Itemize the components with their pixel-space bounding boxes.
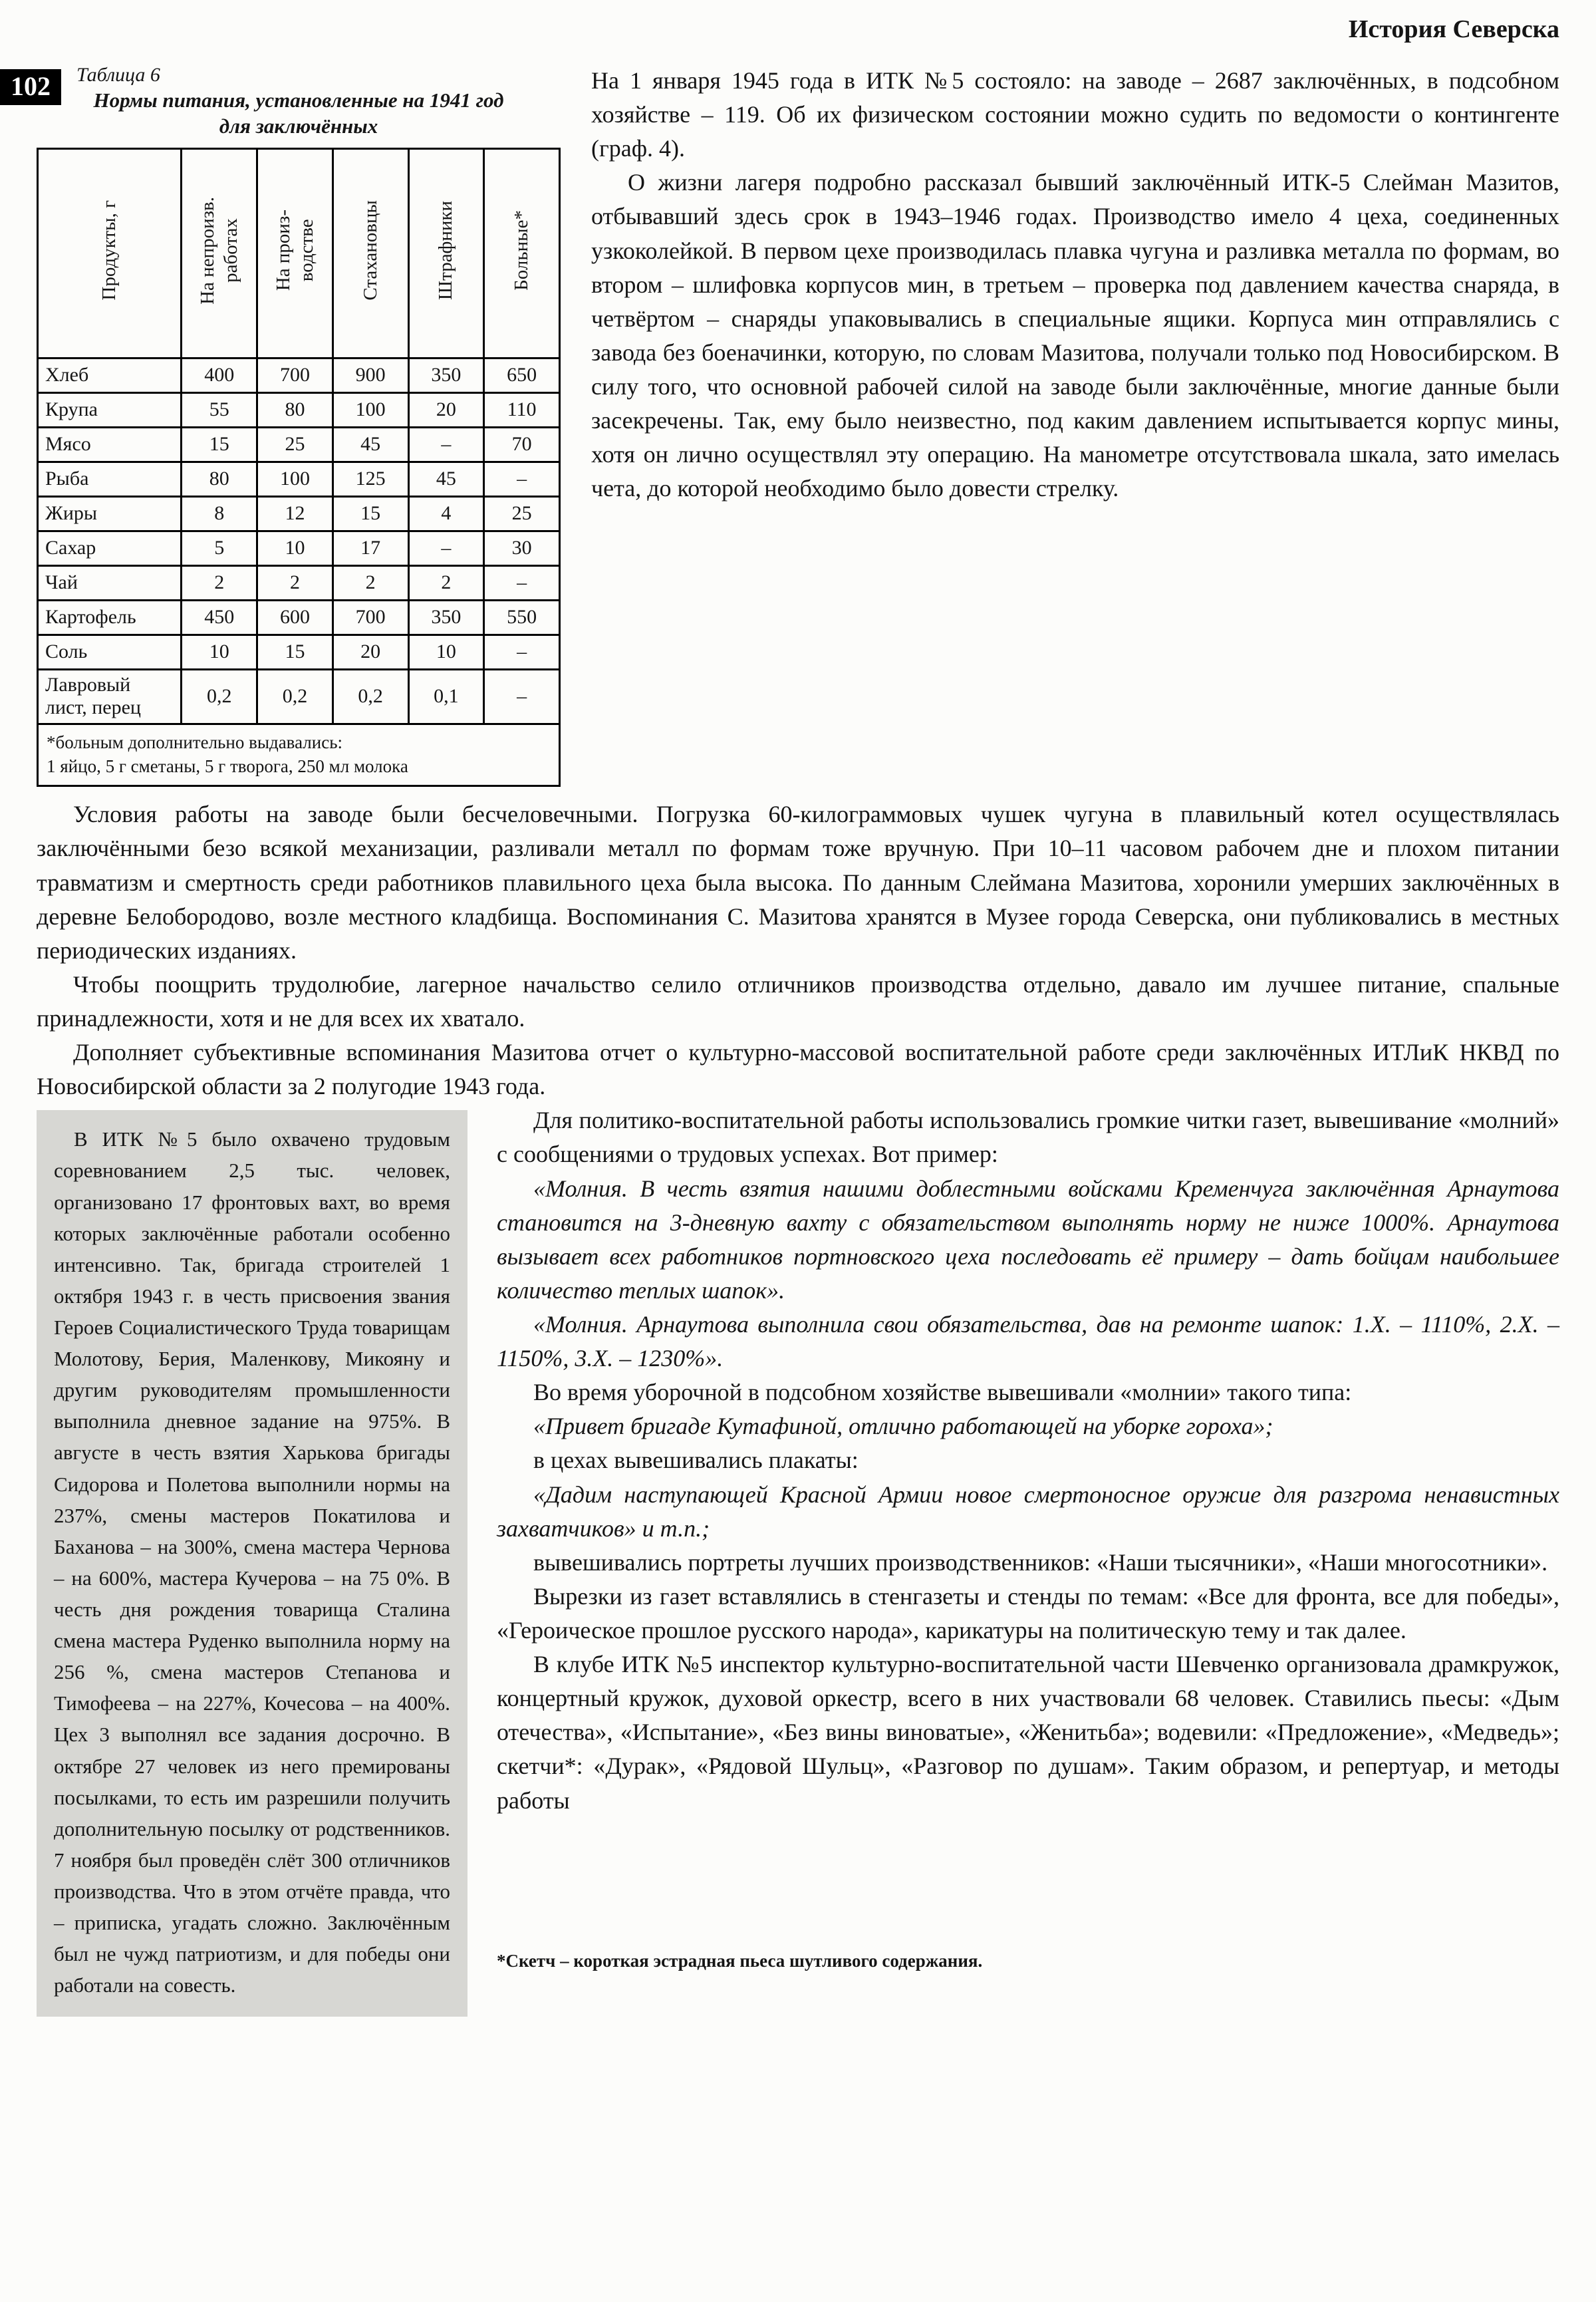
cell-product: Хлеб: [38, 358, 182, 392]
table-row: [38, 358, 560, 392]
col-header-label: Штрафники: [435, 200, 457, 301]
table-row: [38, 392, 560, 427]
quote-paragraph: «Привет бригаде Кутафиной, отлично работающей на уборке гороха»;: [533, 1413, 1273, 1440]
cell-value: 15: [257, 635, 333, 669]
cell-value: 4: [408, 496, 484, 531]
quote-paragraph: «Молния. Арнаутова выполнила свои обязательства, дав на ремонте шапок: 1.X. – 1110%, 2.X. – 1150%, 3.X. – 1230%».: [497, 1311, 1559, 1372]
cell-value: 80: [182, 462, 257, 496]
cell-value: 20: [408, 392, 484, 427]
cell-value: 0,1: [408, 669, 484, 724]
cell-value: 110: [484, 392, 560, 427]
cell-product: Рыба: [38, 462, 182, 496]
cell-product: Картофель: [38, 600, 182, 635]
cell-value: –: [408, 531, 484, 565]
cell-value: 2: [182, 565, 257, 600]
paragraph: О жизни лагеря подробно рассказал бывший заключённый ИТК-5 Слейман Мазитов, отбывавший здесь срок в 1943–1946 годах. Производство имело 4 цеха, соединенных узкоколейкой. В первом цехе производилась плавка чугуна и разливка металла по формам, во втором – шлифовка корпусов мин, в третьем – проверка под давлением качества снаряда, в четвёртом – снаряды упаковывались в специальные ящики. Корпуса мин отправлялись с завода без боеначинки, которую, по словам Мазитова, получали только под Новосибирском. В силу того, что основной рабочей силой на заводе были заключённые, многие данные были засекречены. Так, ему было неизвестно, под каким давлением испытывается корпус мины, хотя он лично осуществлял эту операцию. На манометре отсутствовала шкала, зато имелась чета, до которой необходимо было довести стрелку.: [591, 169, 1559, 502]
cell-product: Соль: [38, 635, 182, 669]
cell-value: 10: [257, 531, 333, 565]
cell-product: Сахар: [38, 531, 182, 565]
cell-value: 700: [332, 600, 408, 635]
cell-product: Жиры: [38, 496, 182, 531]
cell-value: 2: [257, 565, 333, 600]
table-row: [38, 462, 560, 496]
cell-value: 2: [408, 565, 484, 600]
table-footnote: *больным дополнительно выдавались: 1 яйцо, 5 г сметаны, 5 г творога, 250 мл молока: [37, 725, 561, 788]
cell-value: 2: [332, 565, 408, 600]
col-header-stakhanovites: [332, 148, 408, 358]
paragraph: В клубе ИТК №5 инспектор культурно-воспитательной части Шевченко организовала драмкружок, концертный кружок, духовой оркестр, всего в них участвовали 68 человек. Ставились пьесы: «Дым отечества», «Испытание», «Без вины виноватые», «Женитьба»; водевили: «Предложение», «Медведь»; скетчи*: «Дурак», «Рядовой Шульц», «Разговор по душам». Таким образом, и репертуар, и методы работы: [497, 1651, 1559, 1814]
cell-value: 100: [332, 392, 408, 427]
cell-value: 20: [332, 635, 408, 669]
col-header-sick: [484, 148, 560, 358]
cell-value: 15: [182, 427, 257, 462]
cell-value: 0,2: [257, 669, 333, 724]
top-section: [37, 64, 1559, 787]
table-label: Таблица 6: [76, 64, 160, 86]
cell-product: Лавровый лист, перец: [38, 669, 182, 724]
col-header-label: Продукты, г: [98, 200, 120, 301]
cell-value: 45: [332, 427, 408, 462]
cell-product: Чай: [38, 565, 182, 600]
paragraph: Во время уборочной в подсобном хозяйстве вывешивали «молнии» такого типа:: [533, 1379, 1352, 1406]
cell-value: 45: [408, 462, 484, 496]
rations-table: [37, 148, 561, 725]
cell-value: –: [484, 565, 560, 600]
cell-value: 700: [257, 358, 333, 392]
table-title: Нормы питания, установленные на 1941 год для заключённых: [93, 88, 504, 138]
quote-paragraph: «Молния. В честь взятия нашими доблестными войсками Кременчуга заключённая Арнаутова становится на 3-дневную вахту с обязательством выполнять норму не ниже 1000%. Арнаутова вызывает всех работников портновского цеха последовать её примеру – дать бойцам наибольшее количество теплых шапок».: [497, 1175, 1559, 1304]
cell-value: 650: [484, 358, 560, 392]
col-header-label: Больные*: [511, 210, 533, 291]
paragraph: в цехах вывешивались плакаты:: [533, 1447, 859, 1474]
col-header-penalized: [408, 148, 484, 358]
cell-value: 10: [182, 635, 257, 669]
intro-text-column: [591, 64, 1559, 787]
table-column: [37, 64, 561, 787]
paragraph: На 1 января 1945 года в ИТК №5 состояло: на заводе – 2687 заключённых, в подсобном хозяйстве – 119. Об их физическом состоянии можно судить по ведомости о контингенте (граф. 4).: [591, 67, 1559, 162]
table-header-row: [38, 148, 560, 358]
paragraph: Для политико-воспитательной работы использовались громкие читки газет, вывешивание «молний» с сообщениями о трудовых успехах. Вот пример:: [497, 1107, 1559, 1168]
cell-value: 400: [182, 358, 257, 392]
cell-value: 900: [332, 358, 408, 392]
paragraph: вывешивались портреты лучших производственников: «Наши тысячники», «Наши многосотники».: [533, 1548, 1548, 1576]
cell-value: –: [484, 635, 560, 669]
cell-value: 0,2: [332, 669, 408, 724]
cell-value: 30: [484, 531, 560, 565]
cell-value: 8: [182, 496, 257, 531]
table-row: [38, 531, 560, 565]
sidebar-box: [37, 1110, 467, 2017]
cell-value: 550: [484, 600, 560, 635]
cell-value: 80: [257, 392, 333, 427]
paragraph: Вырезки из газет вставлялись в стенгазеты и стенды по темам: «Все для фронта, все для победы», «Героическое прошлое русского народа», карикатуры на политическую тему и так далее.: [497, 1582, 1559, 1644]
cell-product: Мясо: [38, 427, 182, 462]
cell-value: 350: [408, 600, 484, 635]
cell-value: 15: [332, 496, 408, 531]
main-text-flow: [37, 797, 1559, 2025]
cell-value: 17: [332, 531, 408, 565]
cell-value: 0,2: [182, 669, 257, 724]
col-header-label: На произ- водстве: [272, 210, 317, 291]
table-row: [38, 496, 560, 531]
table-row: [38, 565, 560, 600]
cell-value: 125: [332, 462, 408, 496]
col-header-label: На непроизв. работах: [196, 196, 241, 305]
footnote-text: *Скетч – короткая эстрадная пьеса шутливого содержания.: [497, 1950, 983, 1971]
cell-value: 350: [408, 358, 484, 392]
col-header-label: Стахановцы: [359, 200, 381, 301]
paragraph: Дополняет субъективные вспоминания Мазитова отчет о культурно-массовой воспитательной работе среди заключённых ИТЛиК НКВД по Новосибирской области за 2 полугодие 1943 года.: [37, 1039, 1559, 1100]
cell-value: 55: [182, 392, 257, 427]
col-header-nonproduction: [182, 148, 257, 358]
cell-value: 450: [182, 600, 257, 635]
table-row: [38, 669, 560, 724]
running-head: История Северска: [1348, 15, 1559, 43]
cell-value: 5: [182, 531, 257, 565]
cell-value: 100: [257, 462, 333, 496]
cell-value: –: [484, 669, 560, 724]
cell-value: 25: [484, 496, 560, 531]
table-row: [38, 427, 560, 462]
cell-product: Крупа: [38, 392, 182, 427]
quote-paragraph: «Дадим наступающей Красной Армии новое смертоносное оружие для разгрома ненавистных захватчиков» и т.п.;: [497, 1481, 1559, 1542]
page-number: 102: [0, 69, 61, 105]
cell-value: 600: [257, 600, 333, 635]
cell-value: 25: [257, 427, 333, 462]
table-row: [38, 635, 560, 669]
col-header-products: [38, 148, 182, 358]
paragraph: Чтобы поощрить трудолюбие, лагерное начальство селило отличников производства отдельно, давало им лучшее питание, спальные принадлежности, хотя и не для всех их хватало.: [37, 970, 1559, 1032]
cell-value: 70: [484, 427, 560, 462]
cell-value: 10: [408, 635, 484, 669]
paragraph: Условия работы на заводе были бесчеловечными. Погрузка 60-килограммовых чушек чугуна в плавильный котел осуществлялась заключёнными безо всякой механизации, разливали металл по формам тоже вручную. При 10–11 часовом рабочем дне и плохом питании травматизм и смертность среди работников плавильного цеха была высока. По данным Слеймана Мазитова, хоронили умерших заключённых в деревне Белобородово, возле местного кладбища. Воспоминания С. Мазитова хранятся в Музее города Северска, они публиковались в местных периодических изданиях.: [37, 801, 1559, 964]
cell-value: 12: [257, 496, 333, 531]
sidebar-text: В ИТК №5 было охвачено трудовым соревнованием 2,5 тыс. человек, организовано 17 фронтовых вахт, во время которых заключённые работали особенно интенсивно. Так, бригада строителей 1 октября 1943 г. в честь присвоения звания Героев Социалистического Труда товарищам Молотову, Берия, Маленкову, Микояну и другим руководителям промышленности выполнила дневное задание на 975%. В августе в честь взятия Харькова бригады Сидорова и Полетова выполнили нормы на 237%, смены мастеров Покатилова и Баханова – на 300%, смена мастера Чернова – на 600%, мастера Кучерова – на 75 0%. В честь дня рождения товарища Сталина смена мастера Руденко выполнила норму на 256 %, смена мастеров Степанова и Тимофеева – на 227%, Кочесова – на 400%. Цех 3 выполнял все задания досрочно. В октябре 27 человек из него премированы посылками, то есть им разрешили получить дополнительную посылку от родственников. 7 ноября был проведён слёт 300 отличников производства. Что в этом отчёте правда, что – приписка, угадать сложно. Заключённым был не чужд патриотизм, и для победы они работали на совесть.: [54, 1127, 450, 1997]
table-row: [38, 600, 560, 635]
col-header-production: [257, 148, 333, 358]
cell-value: –: [408, 427, 484, 462]
cell-value: –: [484, 462, 560, 496]
